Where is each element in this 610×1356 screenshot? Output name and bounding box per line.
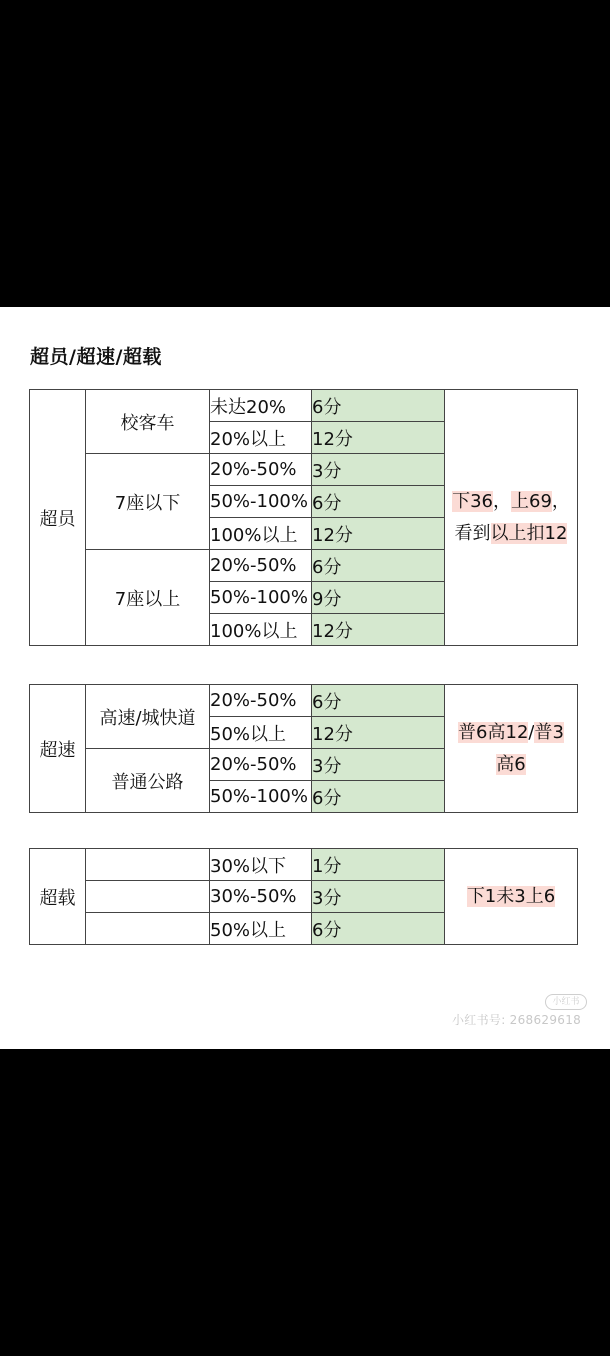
group-label-over-7-seats: 7座以上 (86, 550, 210, 646)
points-cell: 6分 (312, 685, 445, 717)
group-label-ordinary-road: 普通公路 (86, 749, 210, 813)
range-cell: 30%以下 (210, 849, 312, 881)
points-cell: 12分 (312, 717, 445, 749)
note-text: / (528, 721, 535, 743)
points-cell: 6分 (312, 913, 445, 945)
range-cell: 未达20% (210, 390, 312, 422)
range-cell: 100%以上 (210, 518, 312, 550)
group-label-school-bus: 校客车 (86, 390, 210, 454)
note-text: ， (493, 490, 511, 512)
letterbox-bottom (0, 1049, 610, 1356)
watermark-text: 小红书号: 268629618 (452, 1013, 582, 1027)
range-cell: 30%-50% (210, 881, 312, 913)
points-cell: 6分 (312, 550, 445, 582)
group-label-highway: 高速/城快道 (86, 685, 210, 749)
range-cell: 100%以上 (210, 614, 312, 646)
note-cell (445, 685, 578, 813)
note-highlight: 普6高12 (458, 721, 529, 743)
range-cell: 20%-50% (210, 454, 312, 486)
empty-cell (86, 881, 210, 913)
note-text: ， (551, 490, 570, 512)
range-cell: 50%-100% (210, 781, 312, 813)
points-cell: 12分 (312, 422, 445, 454)
points-cell: 3分 (312, 454, 445, 486)
points-cell: 6分 (312, 781, 445, 813)
watermark-badge: 小红书 (545, 994, 587, 1010)
note-highlight: 下1未3上6 (466, 885, 556, 907)
table-row (30, 685, 578, 717)
points-cell: 9分 (312, 582, 445, 614)
range-cell: 20%-50% (210, 685, 312, 717)
note-highlight: 下36 (452, 490, 493, 512)
empty-cell (86, 849, 210, 881)
document-page (0, 307, 610, 1049)
range-cell: 50%以上 (210, 913, 312, 945)
points-cell: 6分 (312, 390, 445, 422)
note-highlight: 上69 (511, 490, 552, 512)
range-cell: 20%以上 (210, 422, 312, 454)
note-cell (445, 849, 578, 945)
letterbox-top (0, 0, 610, 307)
category-cell: 超载 (30, 849, 86, 945)
overload-people-table (29, 389, 578, 646)
range-cell: 50%-100% (210, 582, 312, 614)
note-cell (445, 390, 578, 646)
points-cell: 6分 (312, 486, 445, 518)
note-highlight: 普3 (534, 721, 564, 743)
range-cell: 20%-50% (210, 550, 312, 582)
page-title: 超员/超速/超载 (30, 346, 162, 368)
points-cell: 3分 (312, 881, 445, 913)
range-cell: 50%以上 (210, 717, 312, 749)
table-row (30, 849, 578, 881)
range-cell: 20%-50% (210, 749, 312, 781)
table-row (30, 390, 578, 422)
category-cell: 超速 (30, 685, 86, 813)
note-highlight: 高6 (496, 753, 526, 775)
note-text: 看到 (454, 522, 491, 544)
overload-cargo-table (29, 848, 578, 945)
points-cell: 12分 (312, 518, 445, 550)
points-cell: 12分 (312, 614, 445, 646)
category-cell: 超员 (30, 390, 86, 646)
speeding-table (29, 684, 578, 813)
group-label-under-7-seats: 7座以下 (86, 454, 210, 550)
empty-cell (86, 913, 210, 945)
points-cell: 1分 (312, 849, 445, 881)
points-cell: 3分 (312, 749, 445, 781)
note-highlight: 以上扣12 (490, 522, 568, 544)
range-cell: 50%-100% (210, 486, 312, 518)
